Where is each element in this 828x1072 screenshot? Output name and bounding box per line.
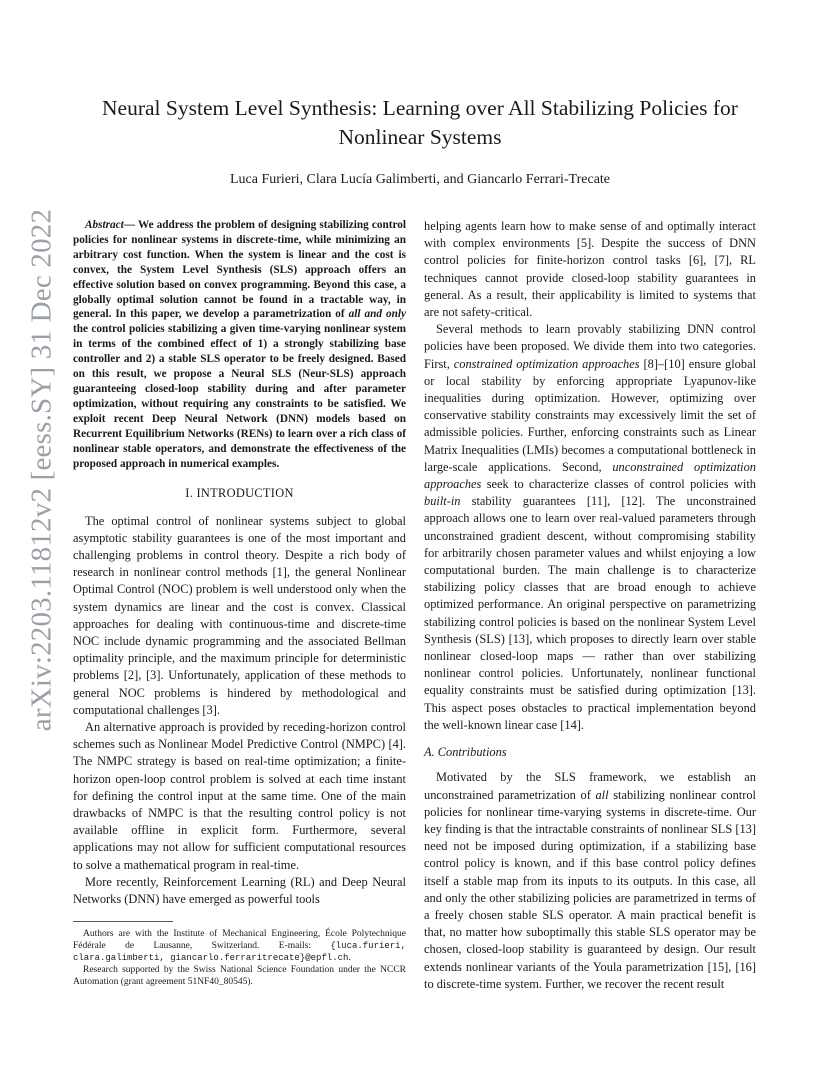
intro-paragraph-3: More recently, Reinforcement Learning (RL) and Deep Neural Networks (DNN) have emerged as powerful tools [73, 874, 406, 907]
p2-text-a: Several methods to learn provably stabilizing DNN control policies have been proposed. We divide them into two categories. First, [424, 322, 756, 371]
footnote-funding: Research supported by the Swiss National Science Foundation under the NCCR Automation (grant agreement 51NF40_80545). [73, 965, 406, 987]
abstract-text-b: the control policies stabilizing a given time-varying nonlinear system in terms of the combined effect of 1) a strongly stabilizing base controller and 2) a stable SLS operator to be freely designed. Based on this result, we propose a Neural SLS (Neur-SLS) approach guaranteeing closed-loop stability during and after parameter optimization, without requiring any constraints to be satisfied. We exploit recent Deep Neural Network (DNN) models based on Recurrent Equilibrium Networks (RENs) to learn over a rich class of nonlinear stable operators, and demonstrate the effectiveness of the proposed approach in numerical examples. [73, 323, 406, 470]
left-column [73, 218, 406, 908]
section-heading-introduction: I. INTRODUCTION [185, 486, 294, 501]
arxiv-sidebar [25, 190, 58, 750]
intro-paragraph-2: An alternative approach is provided by receding-horizon control schemes such as Nonlinear Model Predictive Control (NMPC) [4]. The NMPC strategy is based on real-time optimization; a finite-horizon open-loop control problem is solved at each time instant for defining the control input at the same time. One of the main drawbacks of NMPC is that the resulting control policy is not available offline in explicit form. Furthermore, several applications may not allow for sufficient computational resources to solve a mathematical program in real-time. [73, 720, 406, 872]
footnote-affiliation-end: . [348, 953, 351, 963]
p2-text-c: seek to characterize classes of control policies with [481, 477, 756, 492]
intro-paragraph-1: The optimal control of nonlinear systems subject to global asymptotic stability guarantees is one of the most important and challenging problems in control theory. Despite a rich body of research in nonlinear control methods [1], the general Nonlinear Optimal Control (NOC) problem is well understood only when the system dynamics are linear and the cost is convex. Classical approaches for dealing with continuous-time and discrete-time NOC include dynamic programming and the associated Bellman optimality principle, and the maximum principle for deterministic problems [2], [3]. Unfortunately, application of these methods to general NOC problems is hindered by methodological and computational challenges [3]. [73, 513, 406, 717]
p2-text-d: stability guarantees [11], [12]. The unconstrained approach allows one to learn over real-valued parameters through unconstrained gradient descent, without compromising stability for arbitrarily chosen parameter values and whilst enjoying a low computational burden. The main challenge is to characterize stabilizing policy classes that are broad enough to achieve optimized performance. An original perspective on parametrizing stabilizing control policies is based on the nonlinear System Level Synthesis (SLS) [13], which proposes to directly learn over stable nonlinear closed-loop maps — rather than over stabilizing nonlinear control policies. Unfortunately, nonlinear functional equality constraints must be satisfied during optimization [13]. This aspect poses obstacles to practical implementation beyond the well-known linear case [14]. [424, 494, 756, 732]
p3-text-b: stabilizing nonlinear control policies for nonlinear time-varying systems in discrete-time. Our key finding is that the intractable constraints of nonlinear SLS [13] need not be imposed during optimization, if a stabilizing base control policy is known, and if this base control policy defines itself a stable map from its inputs to its outputs. In this case, all and only the other stabilizing policies are parametrized in terms of a freely chosen stable SLS operator. A main practical benefit is that, no matter how suboptimally this stable SLS operator may be chosen, closed-loop stability is guaranteed by design. Our result extends nonlinear variants of the Youla parametrization [15], [16] to discrete-time system. Further, we recover the recent result [424, 787, 756, 991]
p3-italic-all: all [595, 787, 609, 802]
footnote-emails: {luca.furieri, clara.galimberti, giancarlo.ferraritrecate}@epfl.ch [73, 941, 406, 963]
title-line-2: Nonlinear Systems [338, 125, 502, 149]
right-paragraph-2 [424, 321, 756, 734]
abstract-dash: — [123, 219, 138, 231]
footnotes [73, 915, 406, 988]
p2-italic-built-in: built-in [424, 494, 461, 509]
p2-text-b: [8]–[10] ensure global or local stability by enforcing appropriate Lyapunov-like inequalities during optimization. However, optimizing over conservative stability constraints may excessively limit the set of admissible policies. Further, enforcing constraints such as Linear Matrix Inequalities (LMIs) becomes a computational bottleneck in large-scale applications. Second, [424, 356, 757, 474]
abstract-emphasis: all and only [348, 308, 407, 321]
p2-italic-unconstrained: unconstrained optimization approaches [424, 459, 757, 492]
abstract [73, 218, 406, 471]
title-line-1: Neural System Level Synthesis: Learning over All Stabilizing Policies for [102, 96, 738, 120]
right-column [424, 218, 756, 993]
arxiv-id-stamp: arXiv:2203.11812v2 [eess.SY] 31 Dec 2022 [25, 208, 58, 732]
footnote-affiliation [73, 928, 406, 964]
p2-italic-constrained: constrained optimization approaches [453, 356, 640, 371]
footnote-rule [73, 921, 173, 922]
p3-text-a: Motivated by the SLS framework, we establish an unconstrained parametrization of [424, 770, 756, 802]
subsection-heading-contributions: A. Contributions [424, 745, 507, 760]
right-paragraph-1: helping agents learn how to make sense of and optimally interact with complex environments [5]. Despite the success of DNN control policies for finite-horizon control tasks [6], [7], RL techniques cannot provide closed-loop stability guarantees in general. As a result, their applicability is limited to systems that are not safety-critical. [424, 219, 756, 320]
author-list: Luca Furieri, Clara Lucía Galimberti, and Giancarlo Ferrari-Trecate [229, 172, 611, 187]
abstract-text-a: We address the problem of designing stabilizing control policies for nonlinear systems in discrete-time, while minimizing an arbitrary cost function. When the system is linear and the cost is convex, the System Level Synthesis (SLS) approach offers an effective solution based on convex programming. Beyond this case, a globally optimal solution cannot be found in a tractable way, in general. In this paper, we develop a parametrization of [73, 219, 407, 321]
paper-title [70, 94, 770, 152]
right-paragraph-3 [424, 769, 756, 993]
abstract-label: Abstract [85, 219, 124, 231]
footnote-affiliation-text: Authors are with the Institute of Mechanical Engineering, École Polytechnique Fédérale de Lausanne, Switzerland. E-mails: [73, 929, 406, 951]
